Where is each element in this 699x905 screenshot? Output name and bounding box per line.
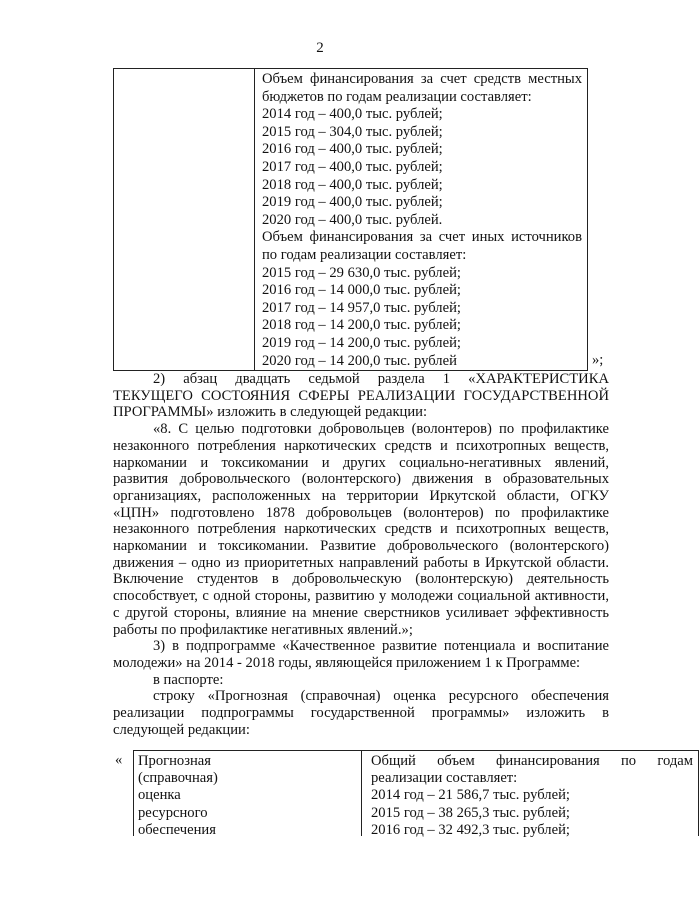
resource-row-value — [371, 753, 693, 839]
paragraph-2-lead: 2) абзац двадцать седьмой раздела 1 «ХАРАКТЕРИСТИКА — [153, 371, 609, 387]
paragraph-in-passport: в паспорте: — [153, 671, 224, 688]
other-sources-intro: Объем финансирования за счет иных источников — [262, 229, 582, 246]
total-financing-intro-cont: реализации составляет: — [371, 770, 518, 787]
other-sources-year: 2017 год – 14 957,0 тыс. рублей; — [262, 299, 461, 316]
other-sources-year: 2016 год – 14 000,0 тыс. рублей; — [262, 282, 461, 299]
closing-mark: »; — [592, 352, 604, 368]
paragraph-2-rest: ТЕКУЩЕГО СОСТОЯНИЯ СФЕРЫ РЕАЛИЗАЦИИ ГОСУДАРСТВЕННОЙ ПРОГРАММЫ» изложить в следующей редакции: — [113, 387, 609, 421]
label-line: ресурсного — [138, 804, 208, 821]
label-line: обеспечения — [138, 821, 216, 838]
other-sources-year: 2018 год – 14 200,0 тыс. рублей; — [262, 317, 461, 334]
local-budget-intro: Объем финансирования за счет средств местных — [262, 71, 582, 87]
open-quote: « — [115, 752, 123, 768]
table-left-cell — [114, 69, 255, 370]
page-number: 2 — [316, 40, 324, 56]
paragraph-row-replace: строку «Прогнозная (справочная) оценка ресурсного обеспечения реализации подпрограммы государственной программы» изложить в следующей редакции: — [113, 688, 609, 738]
total-financing-year: 2015 год – 38 265,3 тыс. рублей; — [371, 804, 570, 821]
local-budget-year: 2017 год – 400,0 тыс. рублей; — [262, 158, 443, 175]
resource-row-label — [138, 753, 218, 839]
total-financing-year: 2014 год – 21 586,7 тыс. рублей; — [371, 787, 570, 804]
local-budget-intro-cont: бюджетов по годам реализации составляет: — [262, 88, 532, 105]
resource-table-bottom — [113, 750, 693, 838]
financing-table-top — [113, 68, 588, 371]
document-body — [113, 371, 609, 738]
other-sources-year: 2015 год – 29 630,0 тыс. рублей; — [262, 264, 461, 281]
other-sources-year: 2020 год – 14 200,0 тыс. рублей — [262, 352, 457, 369]
local-budget-year: 2018 год – 400,0 тыс. рублей; — [262, 176, 443, 193]
local-budget-year: 2014 год – 400,0 тыс. рублей; — [262, 106, 443, 123]
other-sources-year: 2019 год – 14 200,0 тыс. рублей; — [262, 334, 461, 351]
paragraph-3: 3) в подпрограмме «Качественное развитие потенциала и воспитание молодежи» на 2014 - 2018 годы, являющейся приложением 1 к Программе: — [113, 638, 609, 671]
other-sources-intro-cont: по годам реализации составляет: — [262, 246, 467, 263]
local-budget-year: 2020 год – 400,0 тыс. рублей. — [262, 211, 443, 228]
local-budget-year: 2019 год – 400,0 тыс. рублей; — [262, 194, 443, 211]
label-line: Прогнозная — [138, 753, 211, 769]
paragraph-8: «8. С целью подготовки добровольцев (волонтеров) по профилактике незаконного потребления наркотических средств и психотропных веществ, наркомании и токсикомании и других социально-негативных явлений, развития добровольческого (волонтерского) движения в образовательных организациях, расположенных на территории Иркутской области, ОГКУ «ЦПН» подготовлено 1878 добровольцев (волонтеров) по профилактике незаконного потребления наркотических средств и психотропных веществ, наркомании и токсикомании. Развитие добровольческого (волонтерского) движения – одно из приоритетных направлений работы в Иркутской области. Включение студентов в добровольческую (волонтерскую) деятельность способствует, с одной стороны, развитию у молодежи социальной активности, с другой стороны, влияние на мнение сверстников усиливает эффективность работы по профилактике негативных явлений.»; — [113, 421, 609, 638]
total-financing-intro: Общий объем финансирования по годам — [371, 753, 693, 769]
table-right-cell — [262, 71, 582, 370]
local-budget-year: 2016 год – 400,0 тыс. рублей; — [262, 141, 443, 158]
label-line: (справочная) — [138, 770, 218, 787]
local-budget-year: 2015 год – 304,0 тыс. рублей; — [262, 123, 443, 140]
total-financing-year: 2016 год – 32 492,3 тыс. рублей; — [371, 821, 570, 838]
table-mid-border — [241, 750, 361, 751]
label-line: оценка — [138, 787, 181, 804]
